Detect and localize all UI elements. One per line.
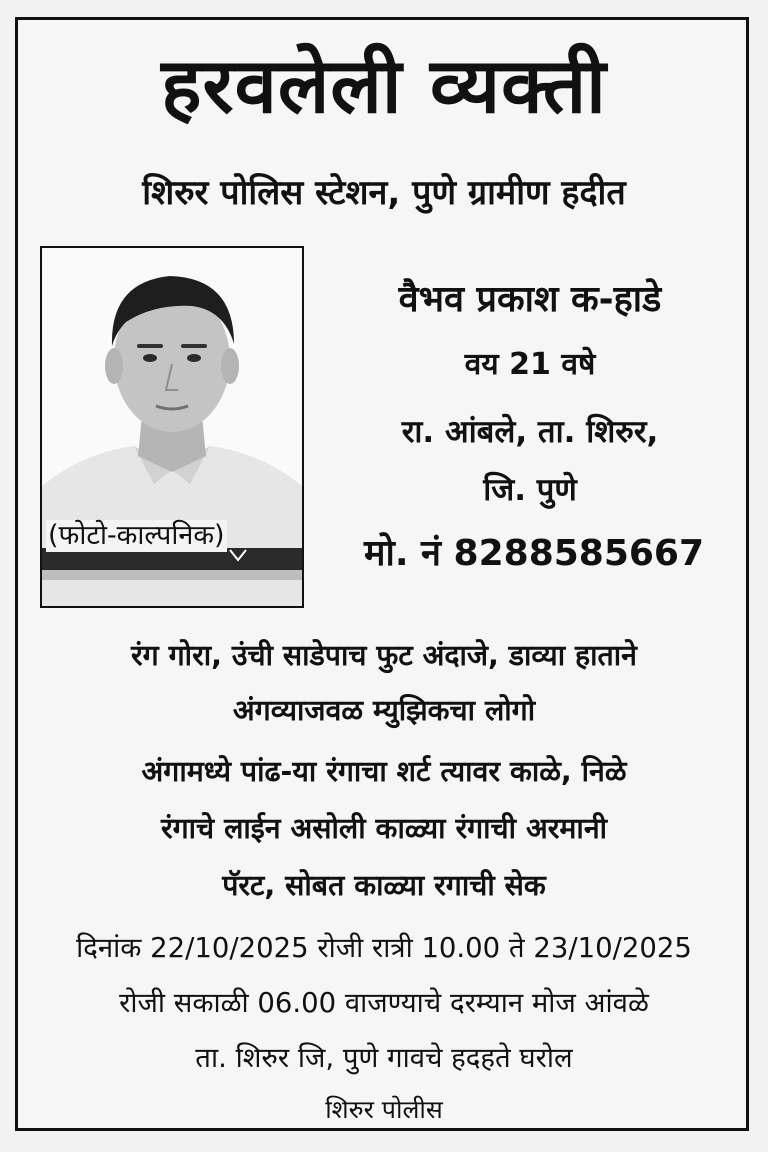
description-line: रंग गोरा, उंची साडेपाच फुट अंदाजे, डाव्या हाताने (131, 639, 637, 672)
missing-details-line: ता. शिरुर जि, पुणे गावचे हदहते घरोल (195, 1042, 573, 1074)
person-photo (40, 246, 304, 608)
police-signature: शिरुर पोलीस (325, 1095, 443, 1124)
person-age: वय 21 वषे (464, 347, 596, 382)
description-line: रंगाचे लाईन असोली काळ्या रंगाची अरमानी (160, 812, 608, 845)
description-line: अंगव्याजवळ म्युझिकचा लोगो (232, 694, 536, 727)
description-line: अंगामध्ये पांढ-या रंगाचा शर्ट त्यावर काळे, निळे (141, 755, 627, 788)
poster-subtitle: शिरुर पोलिस स्टेशन, पुणे ग्रामीण हदीत (142, 173, 626, 213)
address-line-2: जि. पुणे (483, 472, 577, 508)
address-line-1: रा. आंबले, ता. शिरुर, (401, 414, 659, 450)
photo-caption: (फोटो-काल्पनिक) (48, 520, 225, 551)
poster-title: हरवलेली व्यक्ती (161, 41, 607, 130)
missing-details-line: दिनांक 22/10/2025 रोजी रात्री 10.00 ते 23/10/2025 (76, 932, 692, 964)
missing-details-line: रोजी सकाळी 06.00 वाजण्याचे दरम्यान मोज आंवळे (119, 987, 649, 1019)
description-line: पॅरट, सोबत काळ्या रगाची सेक (222, 869, 546, 902)
mobile-number: मो. नं 8288585667 (363, 533, 705, 574)
person-name: वैभव प्रकाश क-हाडे (398, 279, 662, 320)
